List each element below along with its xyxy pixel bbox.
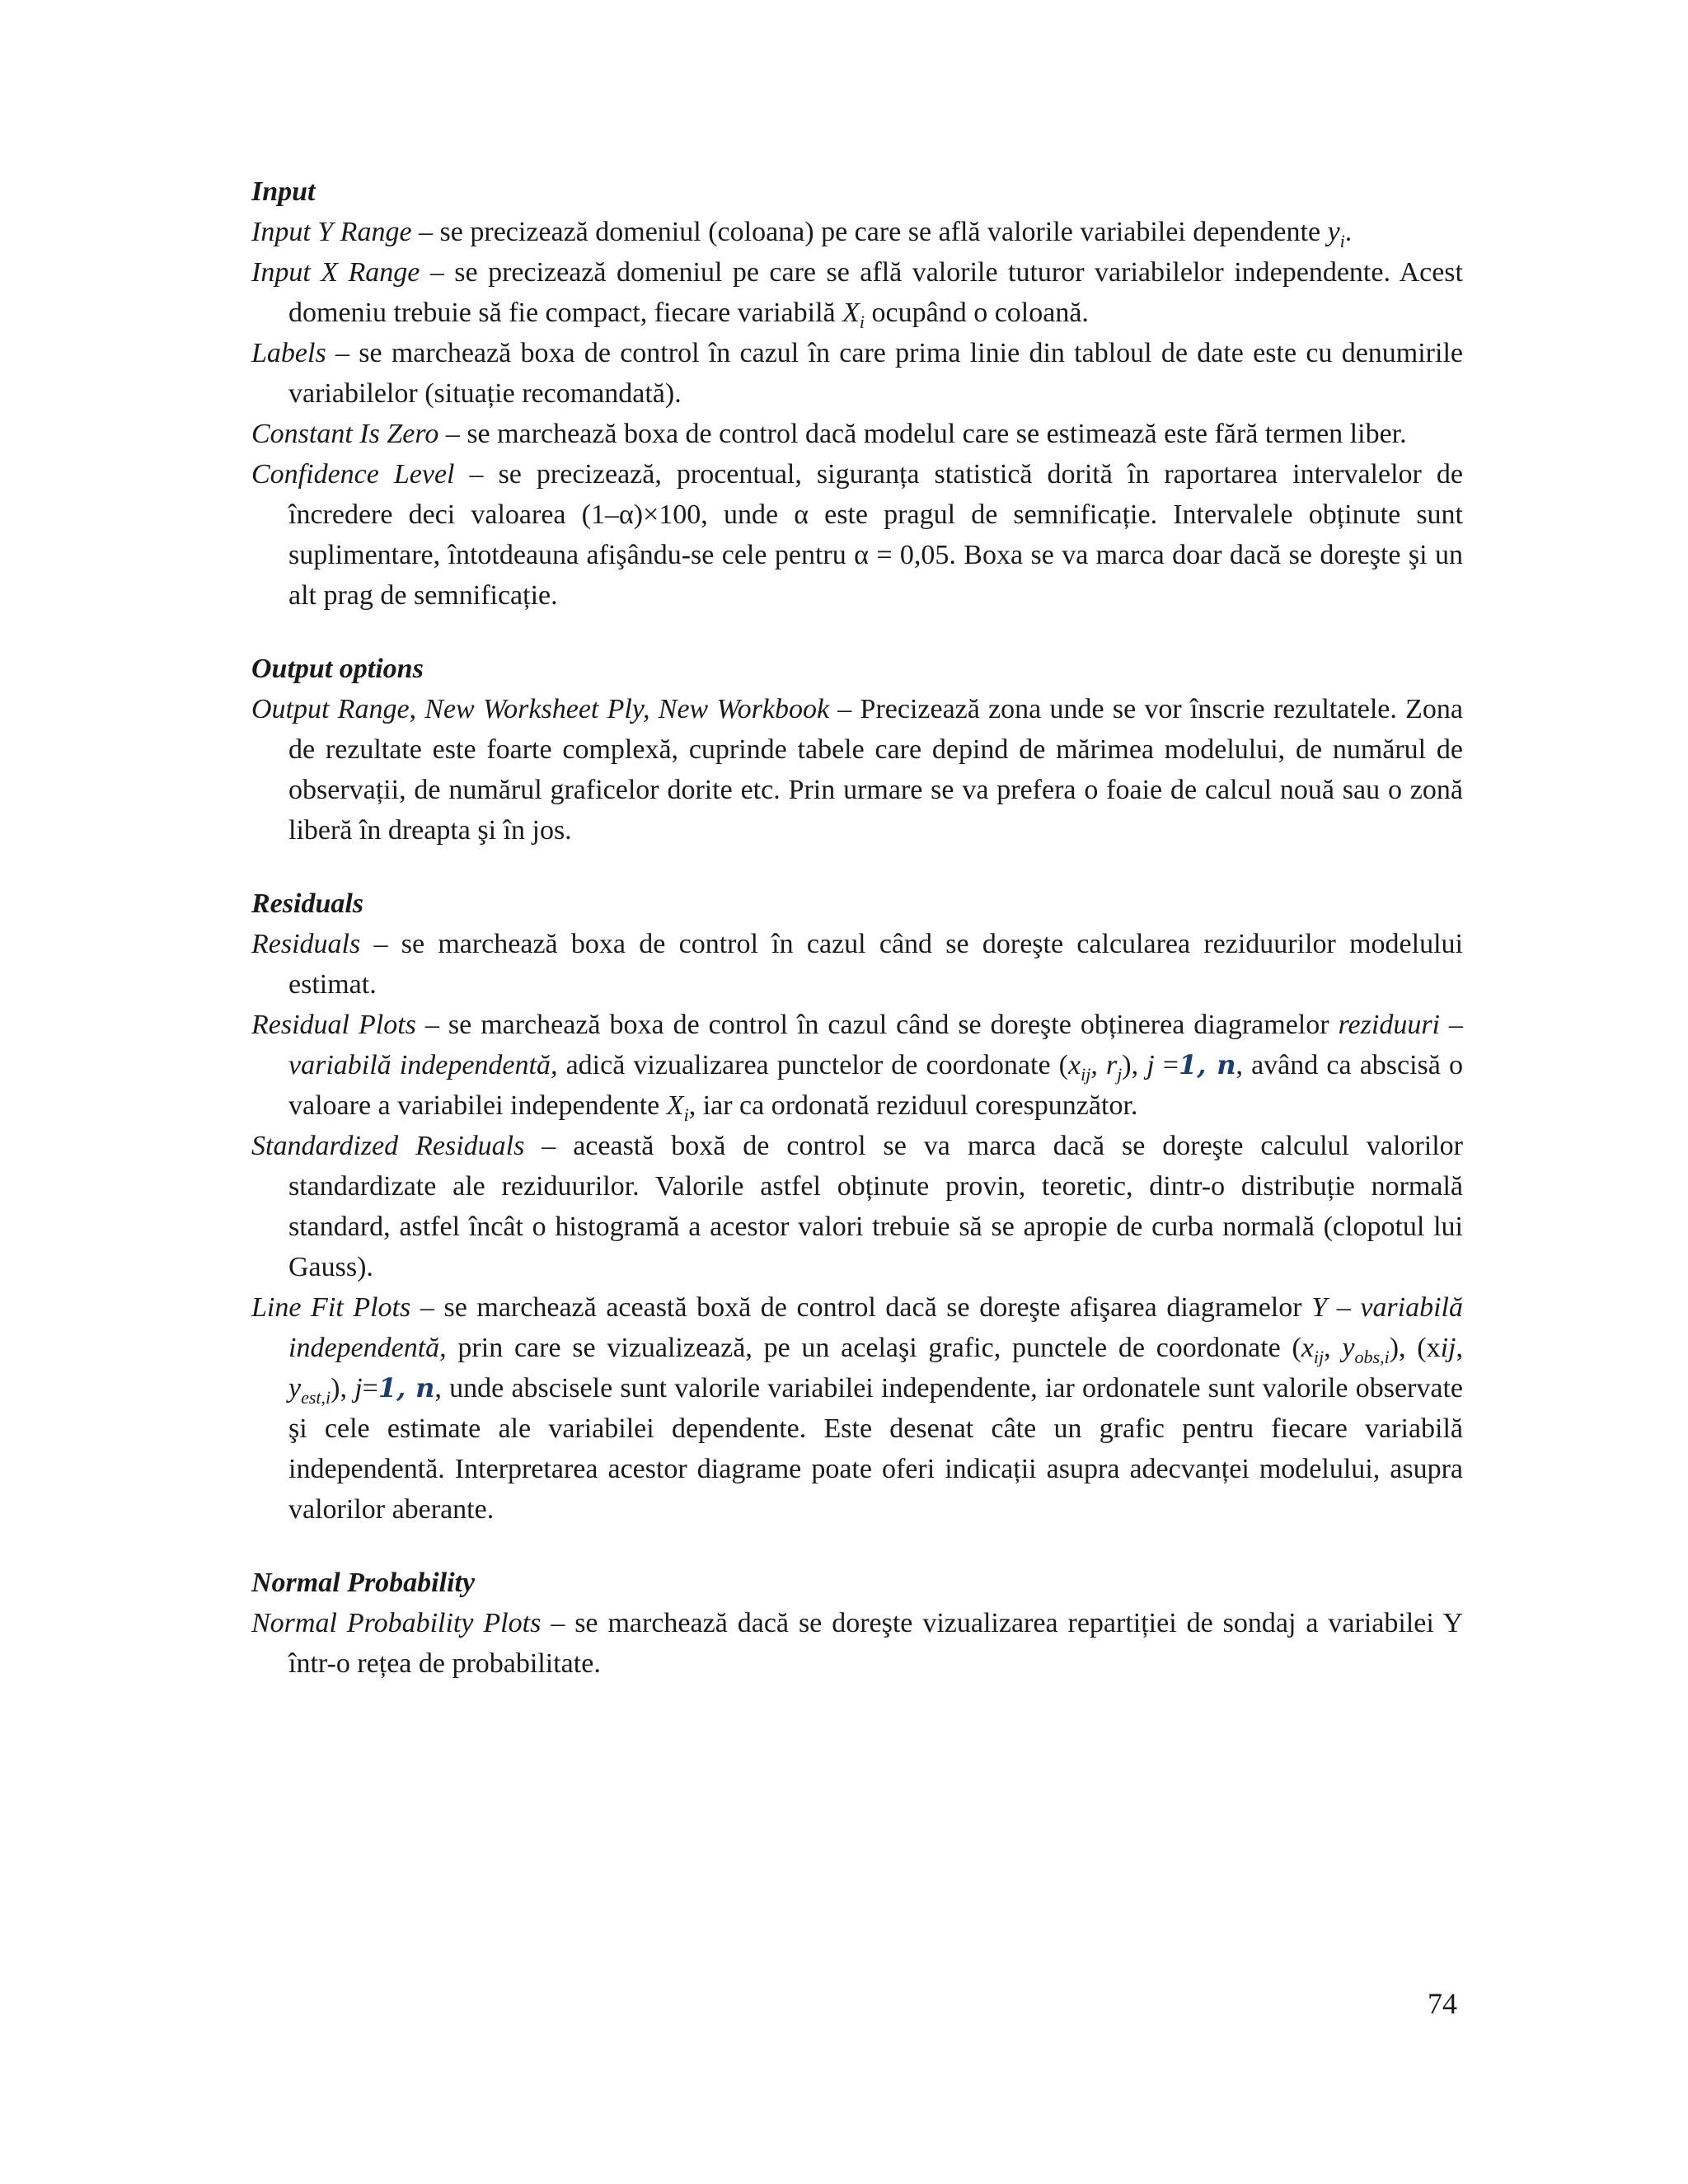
heading-normal-probability: Normal Probability [251, 1568, 476, 1598]
term: Constant Is Zero [251, 419, 439, 449]
term: Residuals [251, 929, 361, 959]
entry-input-y-range: Input Y Range – se precizează domeniul (coloana) pe care se află valorile variabilei dependente $y_i$. [251, 217, 1353, 251]
section-input [251, 171, 1463, 616]
entry-constant-is-zero: Constant Is Zero – se marchează boxa de control dacă modelul care se estimează este fără termen liber. [251, 419, 1407, 449]
term: Standardized Residuals [251, 1131, 525, 1161]
document-body [251, 171, 1463, 1717]
entry-residuals: Residuals – se marchează boxa de control în cazul când se doreşte calcularea reziduurilor modelului estimat. [251, 929, 1463, 1000]
heading-input: Input [251, 176, 316, 207]
entry-residual-plots: Residual Plots – se marchează boxa de control în cazul când se doreşte obținerea diagramelor reziduuri – variabilă independentă, adică vizualizarea punctelor de coordonate ($x_{ij}$, $r_j$), j =1, n, având ca abscisă o valoare a variabilei independente $X_i$, iar ca ordonată reziduul corespunzător. [251, 1010, 1463, 1125]
term: Line Fit Plots [251, 1292, 411, 1323]
term: Output Range, New Worksheet Ply, New Workbook [251, 694, 830, 724]
term: Residual Plots [251, 1010, 416, 1040]
entry-input-x-range: Input X Range – se precizează domeniul pe care se află valorile tuturor variabilelor independente. Acest domeniu trebuie să fie compact, fiecare variabilă $X_i$ ocupând o coloană. [251, 257, 1463, 332]
section-residuals [251, 883, 1463, 1530]
entry-normal-probability-plots: Normal Probability Plots – se marchează dacă se doreşte vizualizarea repartiției de sondaj a variabilei Y într-o rețea de probabilitate. [251, 1608, 1463, 1679]
heading-residuals: Residuals [251, 888, 364, 919]
section-output-options [251, 649, 1463, 851]
section-normal-probability [251, 1563, 1463, 1684]
formula-1-n: 1, n [1179, 1049, 1236, 1080]
term: Input Y Range [251, 217, 412, 247]
entry-confidence-level: Confidence Level – se precizează, procentual, siguranța statistică dorită în raportarea intervalelor de încredere deci valoarea (1–α)×100, unde α este pragul de semnificație. Intervalele obținute sunt suplimentare, întotdeauna afişându-se cele pentru α = 0,05. Boxa se va marca doar dacă se doreşte şi un alt prag de semnificație. [251, 459, 1463, 611]
entry-output-range: Output Range, New Worksheet Ply, New Workbook – Precizează zona unde se vor înscrie rezultatele. Zona de rezultate este foarte complexă, cuprinde tabele care depind de mărimea modelului, de numărul de observații, de numărul graficelor dorite etc. Prin urmare se va prefera o foaie de calcul nouă sau o zonă liberă în dreapta şi în jos. [251, 694, 1463, 846]
term: Normal Probability Plots [251, 1608, 542, 1638]
entry-line-fit-plots: Line Fit Plots – se marchează această boxă de control dacă se doreşte afişarea diagramelor Y – variabilă independentă, prin care se vizualizează, pe un acelaşi grafic, punctele de coordonate ($x_{ij}$, $y_{obs,i}$), (xij, $y_{est,i}$), j=1, n, unde abscisele sunt valorile variabilei independente, iar ordonatele sunt valorile observate şi cele estimate ale variabilei dependente. Este desenat câte un grafic pentru fiecare variabilă independentă. Interpretarea acestor diagrame poate oferi indicații asupra adecvanței modelului, asupra valorilor aberante. [251, 1292, 1464, 1525]
page-number: 74 [1428, 1987, 1457, 2020]
term: Labels [251, 338, 326, 368]
entry-standardized-residuals: Standardized Residuals – această boxă de control se va marca dacă se doreşte calculul valorilor standardizate ale reziduurilor. Valorile astfel obținute provin, teoretic, dintr-o distribuție normală standard, astfel încât o histogramă a acestor valori trebuie să se apropie de curba normală (clopotul lui Gauss). [251, 1131, 1463, 1282]
formula-1-n: 1, n [377, 1372, 435, 1404]
term: Input X Range [251, 257, 420, 288]
heading-output-options: Output options [251, 654, 424, 684]
term: Confidence Level [251, 459, 455, 490]
entry-labels: Labels – se marchează boxa de control în cazul în care prima linie din tabloul de date este cu denumirile variabilelor (situație recomandată). [251, 338, 1463, 409]
